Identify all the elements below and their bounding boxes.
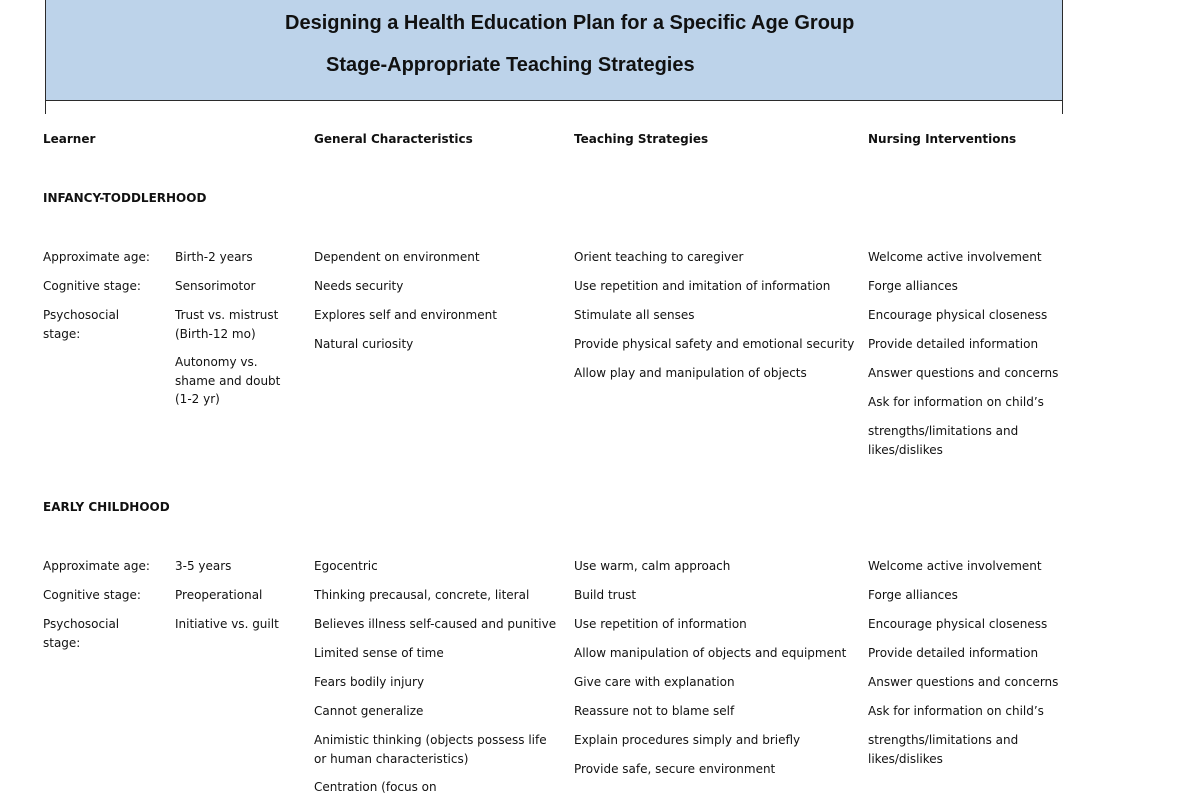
early-nursing-list [868, 557, 1058, 768]
page-subtitle: Stage-Appropriate Teaching Strategies [326, 54, 695, 76]
list-item: Provide detailed information [868, 646, 1039, 660]
list-item: Allow manipulation of objects and equipment [574, 646, 847, 660]
list-item: Reassure not to blame self [574, 704, 735, 718]
list-item-continuation [868, 422, 1058, 459]
list-item: Needs security [314, 279, 404, 293]
value-approx-age: 3-5 years [175, 559, 232, 573]
list-item: Welcome active involvement [868, 559, 1042, 573]
value-psychosocial-autonomy [175, 353, 280, 409]
nursing-cont-line2: likes/dislikes [868, 442, 943, 457]
label-psychosocial-line1: Psychosocial [43, 308, 120, 322]
page-title: Designing a Health Education Plan for a Specific Age Group [285, 12, 855, 34]
list-item: Dependent on environment [314, 250, 480, 264]
list-item: Ask for information on child’s [868, 704, 1044, 718]
section-heading-infancy: INFANCY-TODDLERHOOD [43, 191, 207, 205]
list-item: Explain procedures simply and briefly [574, 733, 801, 747]
list-item: Provide safe, secure environment [574, 762, 776, 776]
value-cognitive-stage: Preoperational [175, 588, 263, 602]
value-psych-b-line1: Autonomy vs. [175, 355, 258, 369]
header-divider [45, 100, 1063, 114]
label-cognitive-stage: Cognitive stage: [43, 588, 141, 602]
value-psych-a-line1: Trust vs. mistrust [175, 308, 279, 322]
general-multi-line1: Animistic thinking (objects possess life [314, 733, 547, 747]
list-item: Provide physical safety and emotional security [574, 337, 855, 351]
list-item: Ask for information on child’s [868, 395, 1044, 409]
column-header-learner: Learner [43, 132, 96, 146]
list-item: Forge alliances [868, 588, 958, 602]
list-item: Use repetition of information [574, 617, 747, 631]
value-psych-b-line2: shame and doubt [175, 373, 281, 388]
list-item: Allow play and manipulation of objects [574, 366, 807, 380]
label-psychosocial-line2: stage: [43, 326, 81, 341]
label-psychosocial-stage [43, 306, 119, 343]
label-psychosocial-line1: Psychosocial [43, 617, 120, 631]
list-item-continuation [868, 731, 1058, 768]
nursing-cont-line2: likes/dislikes [868, 751, 943, 766]
value-psych-b-line3: (1-2 yr) [175, 392, 220, 406]
label-psychosocial-stage [43, 615, 119, 652]
list-item: Answer questions and concerns [868, 366, 1059, 380]
column-header-teaching: Teaching Strategies [574, 132, 709, 146]
list-item: Use repetition and imitation of information [574, 279, 831, 293]
list-item: Explores self and environment [314, 308, 497, 322]
label-approx-age: Approximate age: [43, 250, 150, 264]
list-item: Give care with explanation [574, 675, 735, 689]
list-item: Stimulate all senses [574, 308, 695, 322]
label-cognitive-stage: Cognitive stage: [43, 279, 141, 293]
section-heading-early-childhood: EARLY CHILDHOOD [43, 500, 170, 514]
infancy-nursing-list [868, 248, 1058, 459]
list-item [314, 731, 556, 778]
general-multi-line2: or human characteristics) [314, 751, 469, 766]
label-approx-age: Approximate age: [43, 559, 150, 573]
list-item: Encourage physical closeness [868, 617, 1048, 631]
list-item: Cannot generalize [314, 704, 424, 718]
list-item: Provide detailed information [868, 337, 1039, 351]
list-item: Encourage physical closeness [868, 308, 1048, 322]
list-item: Limited sense of time [314, 646, 444, 660]
list-item: Believes illness self-caused and punitive [314, 617, 557, 631]
list-item: Fears bodily injury [314, 675, 425, 689]
list-item: Thinking precausal, concrete, literal [314, 588, 530, 602]
list-item-partial: Centration (focus on [314, 780, 437, 794]
list-item: Build trust [574, 588, 637, 602]
early-teaching-list [574, 557, 846, 789]
list-item: Orient teaching to caregiver [574, 250, 744, 264]
value-psychosocial-stage: Initiative vs. guilt [175, 617, 279, 631]
value-psych-a-line2: (Birth-12 mo) [175, 326, 256, 341]
infancy-teaching-list [574, 248, 854, 393]
list-item: Forge alliances [868, 279, 958, 293]
early-general-list [314, 557, 556, 807]
list-item: Welcome active involvement [868, 250, 1042, 264]
nursing-cont-line1: strengths/limitations and [868, 424, 1019, 438]
list-item: Natural curiosity [314, 337, 414, 351]
list-item: Use warm, calm approach [574, 559, 731, 573]
infancy-general-list [314, 248, 497, 364]
list-item: Answer questions and concerns [868, 675, 1059, 689]
column-header-general: General Characteristics [314, 132, 473, 146]
label-psychosocial-line2: stage: [43, 635, 81, 650]
value-psychosocial-trust [175, 306, 278, 343]
column-header-nursing: Nursing Interventions [868, 132, 1017, 146]
nursing-cont-line1: strengths/limitations and [868, 733, 1019, 747]
value-approx-age: Birth-2 years [175, 250, 253, 264]
value-cognitive-stage: Sensorimotor [175, 279, 256, 293]
list-item: Egocentric [314, 559, 378, 573]
